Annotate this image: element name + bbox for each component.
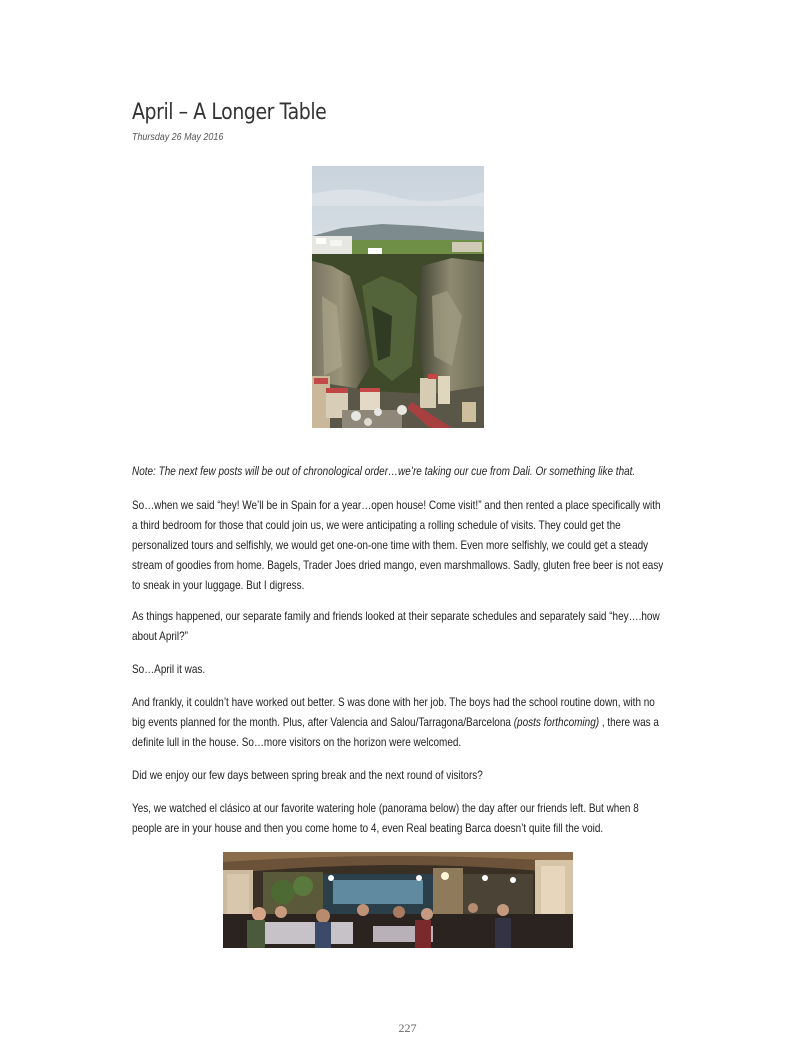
paragraph-2 — [132, 607, 665, 647]
post-date: Thursday 26 May 2016 — [132, 131, 224, 143]
post-title: April – A Longer Table — [132, 100, 327, 125]
paragraph-aside: (posts forthcoming) — [513, 716, 600, 729]
paragraph-4 — [132, 693, 665, 753]
paragraph-text: , there was a definite lull in the house. So…more visitors on the horizon were welcomed. — [132, 716, 659, 749]
paragraph-text: Yes, we watched el clásico at our favorite watering hole (panorama below) the day after our friends left. But when 8 people are in your house and then you come home to 4, even Real beating Barca doesn’t quite fill the void. — [132, 802, 639, 835]
paragraph-1 — [132, 496, 665, 596]
paragraph-text: And frankly, it couldn’t have worked out better. S was done with her job. The boys had the school routine down, with no big events planned for the month. Plus, after Valencia and Salou/Tarragona/Barcelona — [132, 696, 655, 729]
paragraph-5 — [132, 766, 665, 786]
paragraph-3 — [132, 660, 665, 680]
note-paragraph: Note: The next few posts will be out of chronological order…we’re taking our cue from Dali. Or something like that. — [132, 465, 636, 478]
gorge-photo — [312, 166, 484, 428]
panorama-photo — [223, 852, 573, 948]
post-note — [132, 462, 665, 482]
paragraph-text: So…April it was. — [132, 663, 206, 676]
page-number: 227 — [398, 1021, 417, 1035]
paragraph-text: Did we enjoy our few days between spring break and the next round of visitors? — [132, 769, 483, 782]
paragraph-text: So…when we said “hey! We’ll be in Spain for a year…open house! Come visit!” and then rented a place specifically with a third bedroom for those that could join us, we were anticipating a rolling schedule of visits. They could get the personalized tours and selfishly, we would get one-on-one time with them. Even more selfishly, we could get a steady stream of goodies from home. Bagels, Trader Joes dried mango, even marshmallows. Sadly, gluten free beer is not easy to sneak in your luggage. But I digress. — [132, 499, 664, 592]
paragraph-6 — [132, 799, 665, 839]
paragraph-text: As things happened, our separate family and friends looked at their separate schedules and separately said “hey….how about April?” — [132, 610, 660, 643]
